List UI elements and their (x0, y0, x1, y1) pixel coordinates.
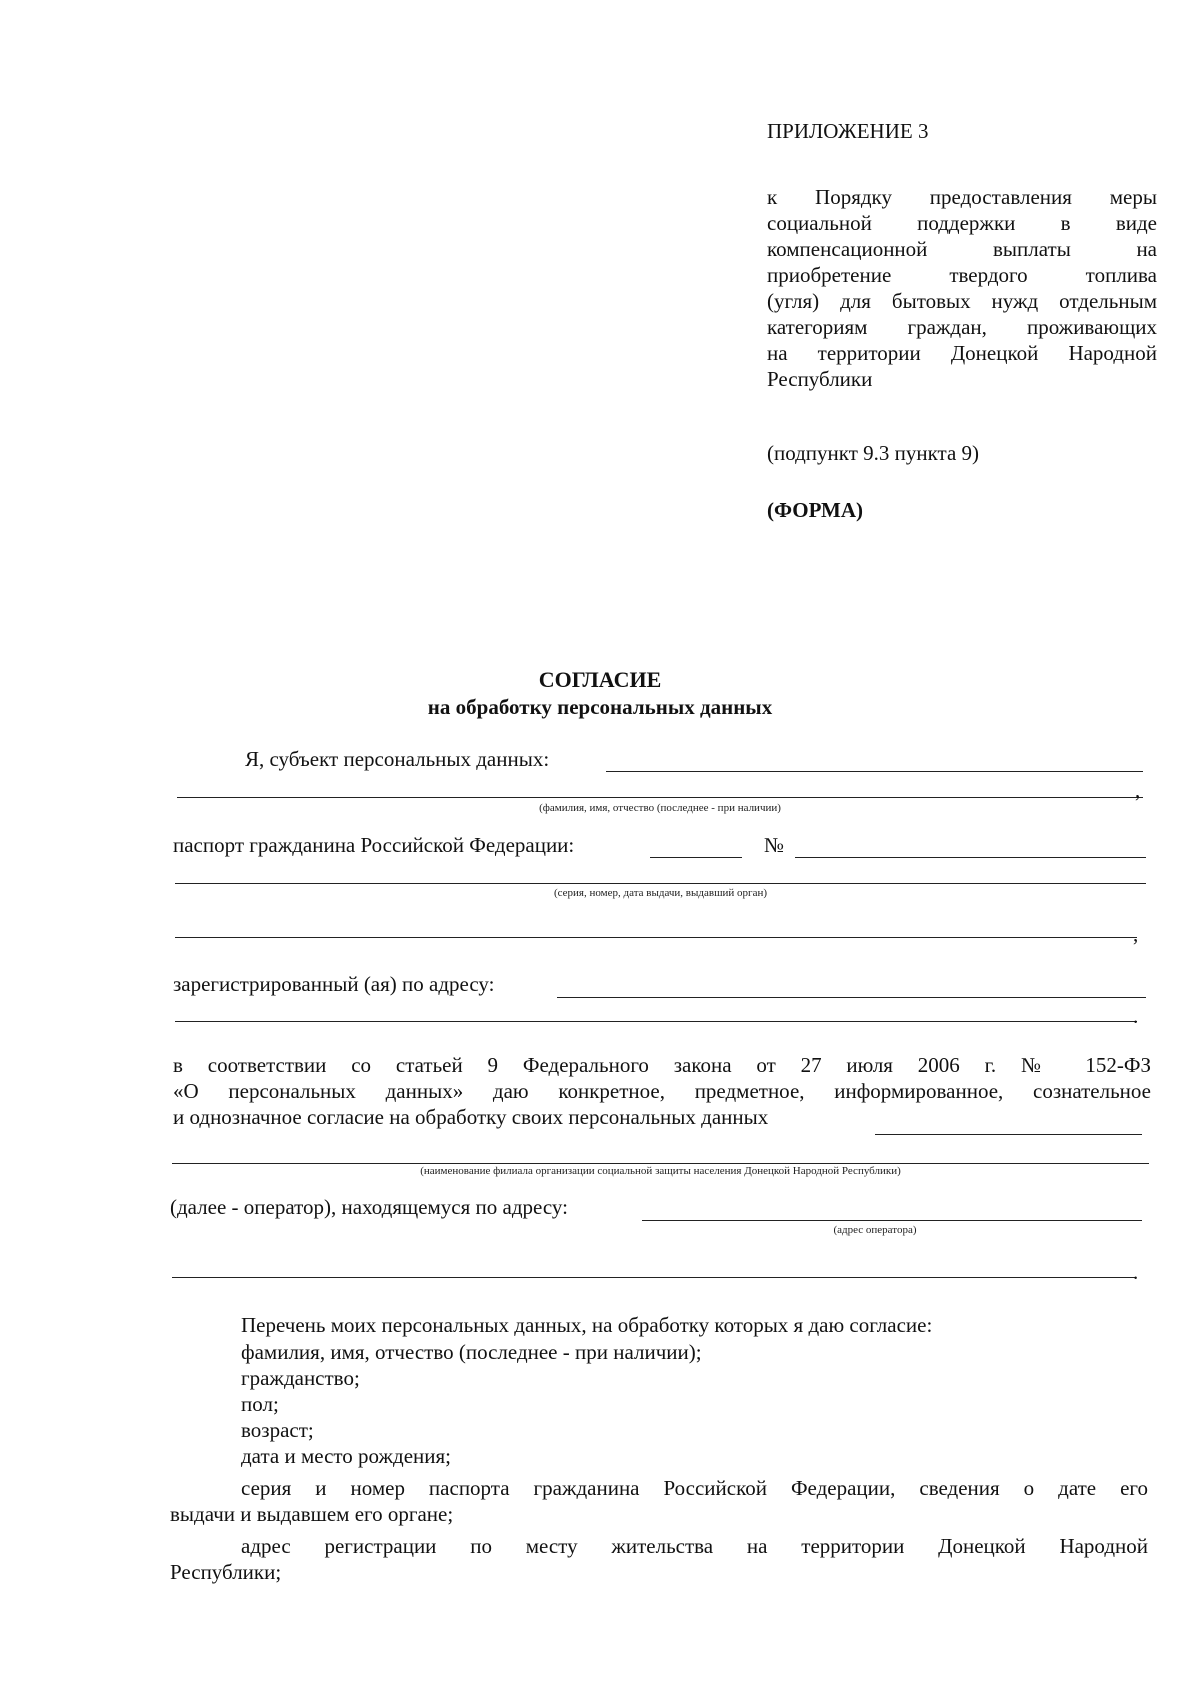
line-end-period: . (1133, 1260, 1139, 1284)
subject-label: Я, субъект персональных данных: (245, 747, 550, 771)
subject-name-field[interactable] (606, 771, 1143, 772)
list-item: Республики; (170, 1560, 282, 1584)
passport-label: паспорт гражданина Российской Федерации: (173, 833, 575, 857)
operator-address-field[interactable] (642, 1220, 1142, 1221)
passport-caption: (серия, номер, дата выдачи, выдавший орган) (553, 887, 768, 899)
subject-caption: (фамилия, имя, отчество (последнее - при наличии) (539, 802, 781, 814)
branch-name-field-2[interactable] (172, 1163, 1149, 1164)
appendix-title: ПРИЛОЖЕНИЕ 3 (767, 119, 929, 143)
registered-label: зарегистрированный (ая) по адресу: (173, 972, 495, 996)
consent-line: и однозначное согласие на обработку своих персональных данных (173, 1105, 769, 1129)
line-end-comma: , (1135, 778, 1141, 802)
address-data-item (170, 1533, 1148, 1585)
list-item: пол; (241, 1392, 279, 1416)
line-end-comma: , (1133, 922, 1139, 946)
list-item: адрес регистрации по месту жительства на территории Донецкой Народной (241, 1534, 1148, 1558)
consent-line: «О персональных данных» даю конкретное, предметное, информированное, сознательное (173, 1079, 1151, 1103)
passport-details-field[interactable] (175, 883, 1146, 884)
passport-series-field[interactable] (650, 857, 742, 858)
registered-address-field[interactable] (557, 997, 1146, 998)
list-item: серия и номер паспорта гражданина Российской Федерации, сведения о дате его (241, 1476, 1148, 1500)
document-subtitle: на обработку персональных данных (427, 695, 773, 719)
appendix-line: категориям граждан, проживающих (767, 315, 1157, 339)
consent-line: в соответствии со статьей 9 Федерального закона от 27 июля 2006 г. № 152-ФЗ (173, 1053, 1151, 1077)
appendix-line: на территории Донецкой Народной (767, 341, 1157, 365)
data-list (241, 1339, 702, 1469)
list-item: возраст; (241, 1418, 314, 1442)
data-list-intro: Перечень моих персональных данных, на обработку которых я даю согласие: (241, 1313, 933, 1337)
appendix-line: к Порядку предоставления меры (767, 185, 1157, 209)
operator-caption: (адрес оператора) (833, 1224, 917, 1236)
operator-label: (далее - оператор), находящемуся по адресу: (170, 1195, 568, 1219)
registered-address-field-2[interactable] (175, 1021, 1137, 1022)
operator-address-field-2[interactable] (172, 1277, 1135, 1278)
appendix-line: Республики (767, 367, 873, 391)
consent-paragraph (173, 1052, 1151, 1130)
form-label: (ФОРМА) (767, 498, 864, 522)
appendix-line: социальной поддержки в виде (767, 211, 1157, 235)
appendix-reference (767, 184, 1157, 392)
line-end-period: . (1133, 1004, 1139, 1028)
list-item: выдачи и выдавшем его органе; (170, 1502, 454, 1526)
appendix-line: приобретение твердого топлива (767, 263, 1157, 287)
list-item: дата и место рождения; (241, 1444, 452, 1468)
document-title: СОГЛАСИЕ (538, 667, 662, 692)
list-item: гражданство; (241, 1366, 360, 1390)
passport-number-sign: № (764, 833, 785, 857)
passport-number-field[interactable] (795, 857, 1146, 858)
passport-details-field-2[interactable] (175, 937, 1137, 938)
branch-name-field[interactable] (875, 1134, 1142, 1135)
appendix-line: (угля) для бытовых нужд отдельным (767, 289, 1157, 313)
branch-caption: (наименование филиала организации социальной защиты населения Донецкой Народной Республики) (420, 1165, 901, 1177)
passport-data-item (170, 1475, 1148, 1527)
subject-name-field-2[interactable] (177, 797, 1143, 798)
appendix-line: компенсационной выплаты на (767, 237, 1157, 261)
appendix-subclause: (подпункт 9.3 пункта 9) (767, 441, 980, 465)
list-item: фамилия, имя, отчество (последнее - при наличии); (241, 1340, 702, 1364)
